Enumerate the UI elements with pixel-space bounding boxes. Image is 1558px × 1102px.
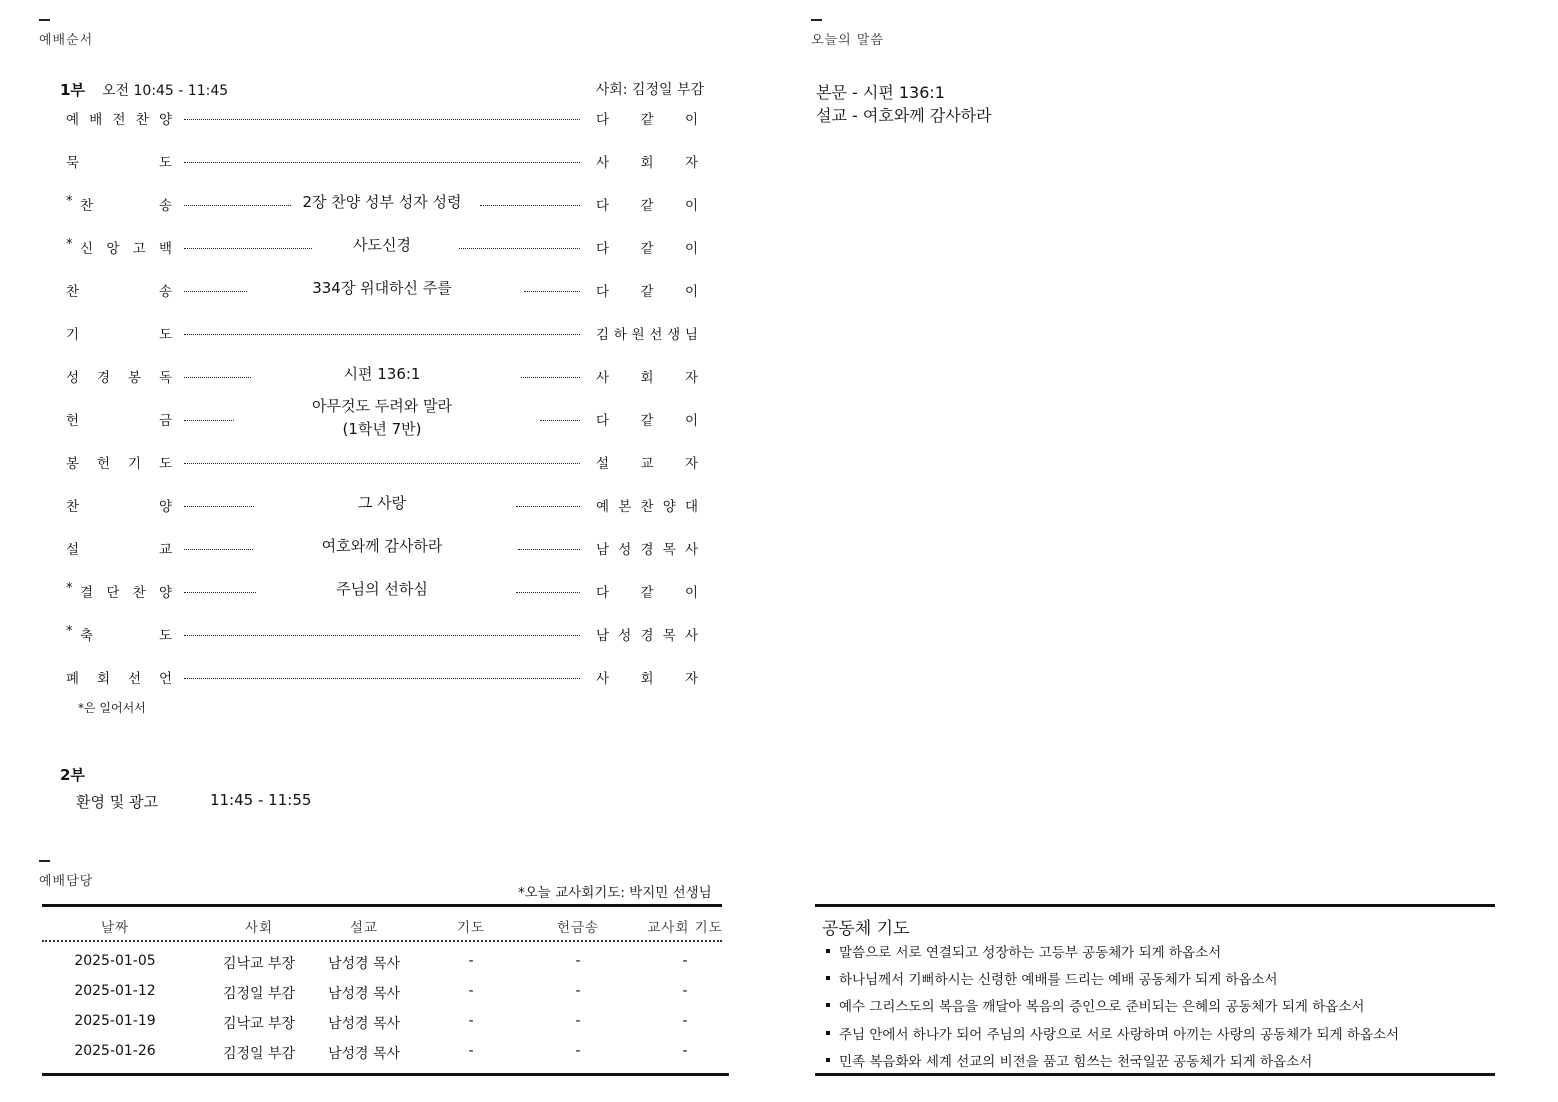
order-item-leader-line <box>184 450 580 472</box>
bullet-icon <box>826 1003 830 1007</box>
order-item-leader: 남 성 경 목 사 <box>596 542 698 558</box>
table-cell: 남성경 목사 <box>327 986 401 1002</box>
table-cell: - <box>682 1043 688 1059</box>
order-item-leader-line <box>184 397 580 438</box>
community-prayer-item: 하나님께서 기뻐하시는 신령한 예배를 드리는 예배 공동체가 되게 하옵소서 <box>826 968 1278 988</box>
order-item-leader-line <box>184 493 580 515</box>
order-section-title: 예배순서 <box>39 33 94 48</box>
community-prayer-item: 예수 그리스도의 복음을 깨달아 복음의 증인으로 준비되는 은혜의 공동체가 되게 하옵소서 <box>826 995 1364 1015</box>
table-header-cell: 설교 <box>349 920 379 936</box>
table-cell: - <box>575 953 581 969</box>
order-item-name: 결 단 찬 양 <box>80 585 172 601</box>
order-item-content: 그 사랑 <box>184 492 580 515</box>
order-item <box>66 665 702 687</box>
part2-label: 2부 <box>60 766 85 784</box>
table-cell: - <box>575 1013 581 1029</box>
standing-marker: * <box>66 194 73 209</box>
section-mark <box>39 19 50 21</box>
order-item <box>66 149 702 171</box>
order-item-leader: 사 회 자 <box>596 155 698 171</box>
staff-section-title: 예배담당 <box>39 874 94 889</box>
teacher-prayer-note: *오늘 교사회기도: 박지민 선생님 <box>518 885 712 901</box>
order-item-leader-line <box>184 149 580 171</box>
order-item-leader: 김 하 원 선 생 님 <box>596 327 698 343</box>
order-item-name: 예 배 전 찬 양 <box>66 112 172 128</box>
prayer-top-rule <box>815 904 1495 907</box>
table-cell: 남성경 목사 <box>327 1046 401 1062</box>
order-item <box>66 278 702 300</box>
order-item-leader: 예 본 찬 양 대 <box>596 499 698 515</box>
order-item-leader: 다 같 이 <box>596 585 698 601</box>
table-header-cell: 기도 <box>456 920 486 936</box>
standing-marker: * <box>66 237 73 252</box>
order-item <box>66 450 702 472</box>
table-cell: - <box>468 1043 474 1059</box>
bullet-icon <box>826 1058 830 1062</box>
part1-leader: 사회: 김정일 부감 <box>595 82 704 98</box>
order-item-name: 찬 송 <box>80 198 172 214</box>
table-top-rule <box>42 904 722 907</box>
table-cell: 김낙교 부장 <box>222 956 296 972</box>
table-header-rule <box>42 940 722 942</box>
prayer-bottom-rule <box>815 1073 1495 1076</box>
table-header-cell: 교사회 기도 <box>647 920 723 936</box>
order-item-leader-line <box>184 278 580 300</box>
order-item <box>66 622 702 644</box>
section-mark <box>811 19 822 21</box>
table-cell: - <box>682 1013 688 1029</box>
sermon-title: 설교 - 여호와께 감사하라 <box>816 106 992 125</box>
order-item-leader: 남 성 경 목 사 <box>596 628 698 644</box>
section-mark <box>39 860 50 862</box>
order-item <box>66 364 702 386</box>
order-item-leader: 사 회 자 <box>596 370 698 386</box>
order-item-leader-line <box>184 192 580 214</box>
order-item-name: 기 도 <box>66 327 172 343</box>
order-item-content: 주님의 선하심 <box>184 578 580 601</box>
order-item <box>66 397 702 438</box>
table-cell: 2025-01-12 <box>74 983 156 999</box>
order-item-content: 아무것도 두려와 말라 (1학년 7반) <box>312 397 452 438</box>
table-cell: 2025-01-19 <box>74 1013 156 1029</box>
community-prayer-item: 말씀으로 서로 연결되고 성장하는 고등부 공동체가 되게 하옵소서 <box>826 941 1221 961</box>
order-item-content: 시편 136:1 <box>184 363 580 386</box>
order-item-leader-line <box>184 321 580 343</box>
order-item <box>66 192 702 214</box>
order-item <box>66 235 702 257</box>
order-item <box>66 536 702 558</box>
order-item-name: 신 앙 고 백 <box>80 241 172 257</box>
bullet-icon <box>826 976 830 980</box>
community-prayer-item: 민족 복음화와 세계 선교의 비전을 품고 힘쓰는 천국일꾼 공동체가 되게 하옵소서 <box>826 1050 1312 1070</box>
order-item-leader-line <box>184 665 580 687</box>
table-cell: - <box>682 953 688 969</box>
order-item-leader-line <box>184 235 580 257</box>
table-header-cell: 헌금송 <box>556 920 600 936</box>
order-item-leader-line <box>184 106 580 128</box>
order-item-leader-line <box>184 536 580 558</box>
scripture-reference: 본문 - 시편 136:1 <box>816 83 945 102</box>
table-cell: 남성경 목사 <box>327 1016 401 1032</box>
order-item-leader: 다 같 이 <box>596 241 698 257</box>
order-item-name: 찬 양 <box>66 499 172 515</box>
order-item-leader: 사 회 자 <box>596 671 698 687</box>
order-item-content: 334장 위대하신 주를 <box>184 277 580 300</box>
order-item-content: 2장 찬양 성부 성자 성령 <box>184 191 580 214</box>
order-item-leader-line <box>184 579 580 601</box>
order-item-content: 사도신경 <box>184 234 580 257</box>
table-cell: 2025-01-05 <box>74 953 156 969</box>
order-item-name: 성 경 봉 독 <box>66 370 172 386</box>
table-header-cell: 사회 <box>244 920 274 936</box>
table-cell: 2025-01-26 <box>74 1043 156 1059</box>
table-bottom-rule <box>42 1073 729 1076</box>
order-item-leader-line <box>184 622 580 644</box>
table-cell: 김정일 부감 <box>222 986 296 1002</box>
table-cell: - <box>682 983 688 999</box>
order-item-content: 여호와께 감사하라 <box>184 535 580 558</box>
order-item <box>66 493 702 515</box>
order-item-name: 폐 회 선 언 <box>66 671 172 687</box>
order-item-name: 설 교 <box>66 542 172 558</box>
order-item-name: 헌 금 <box>66 413 172 429</box>
order-item-name: 찬 송 <box>66 284 172 300</box>
bullet-icon <box>826 1031 830 1035</box>
order-item-leader: 다 같 이 <box>596 198 698 214</box>
table-cell: 김정일 부감 <box>222 1046 296 1062</box>
order-item-name: 묵 도 <box>66 155 172 171</box>
order-item <box>66 106 702 128</box>
order-item-leader-line <box>184 364 580 386</box>
order-item-name: 축 도 <box>80 628 172 644</box>
order-item-leader: 다 같 이 <box>596 284 698 300</box>
table-header-cell: 날짜 <box>100 920 130 936</box>
order-item-leader: 다 같 이 <box>596 112 698 128</box>
standing-marker: * <box>66 581 73 596</box>
order-item-leader: 설 교 자 <box>596 456 698 472</box>
part1-time: 오전 10:45 - 11:45 <box>102 83 229 99</box>
order-item <box>66 321 702 343</box>
order-item-leader: 다 같 이 <box>596 413 698 429</box>
table-cell: 남성경 목사 <box>327 956 401 972</box>
table-cell: - <box>468 953 474 969</box>
bullet-icon <box>826 949 830 953</box>
part2-time: 11:45 - 11:55 <box>210 791 312 809</box>
table-cell: - <box>575 1043 581 1059</box>
stand-note: *은 일어서서 <box>78 701 146 715</box>
table-cell: - <box>468 1013 474 1029</box>
community-prayer-title: 공동체 기도 <box>822 919 910 939</box>
community-prayer-item: 주님 안에서 하나가 되어 주님의 사랑으로 서로 사랑하며 아끼는 사랑의 공동체가 되게 하옵소서 <box>826 1023 1399 1043</box>
part1-header <box>60 79 704 99</box>
part1-label: 1부 <box>60 81 85 99</box>
order-item <box>66 579 702 601</box>
table-cell: - <box>575 983 581 999</box>
order-item-name: 봉 헌 기 도 <box>66 456 172 472</box>
word-section-title: 오늘의 말씀 <box>811 33 884 48</box>
table-cell: - <box>468 983 474 999</box>
table-cell: 김낙교 부장 <box>222 1016 296 1032</box>
standing-marker: * <box>66 624 73 639</box>
part2-item: 환영 및 광고 <box>76 793 158 811</box>
